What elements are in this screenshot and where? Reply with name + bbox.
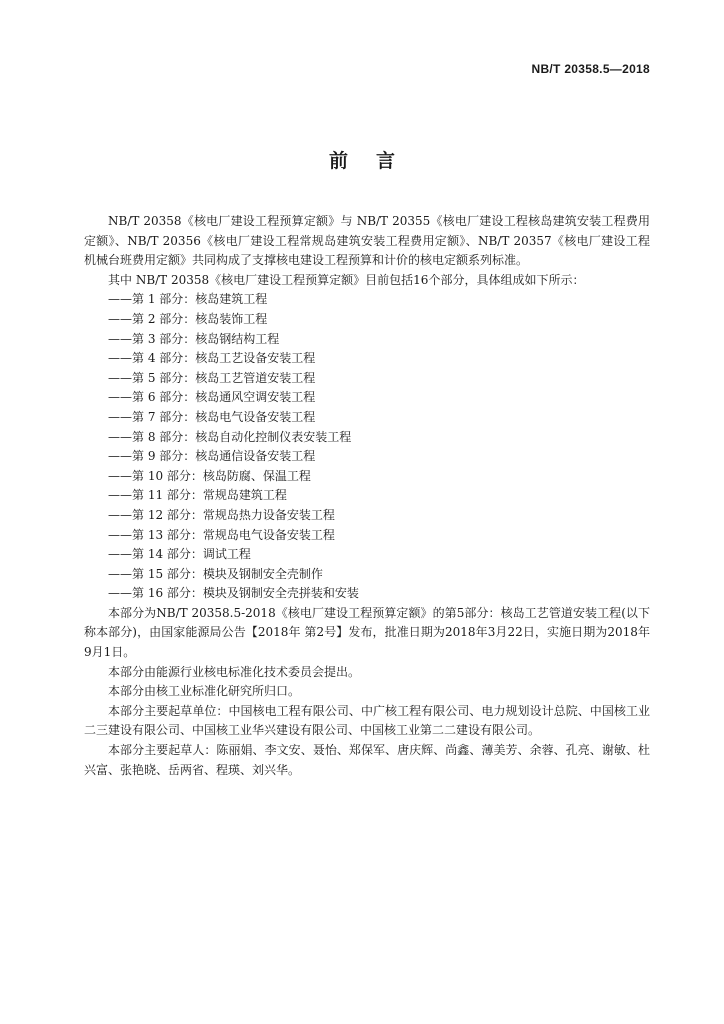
intro-paragraph: NB/T 20358《核电厂建设工程预算定额》与 NB/T 20355《核电厂建设工程核岛建筑安装工程费用定额》、NB/T 20356《核电厂建设工程常规岛建筑安装工程费用定额》、NB/T 20357《核电厂建设工程机械台班费用定额》共同构成了支撑核电建设工程预算和计价的核电定额系列标准。 <box>84 214 650 268</box>
list-item: ——第 1 部分：核岛建筑工程 <box>108 292 268 307</box>
proposer-paragraph: 本部分由能源行业核电标准化技术委员会提出。 <box>108 664 361 679</box>
parts-list <box>84 290 650 604</box>
list-item: ——第 14 部分：调试工程 <box>108 547 251 562</box>
list-item: ——第 3 部分：核岛钢结构工程 <box>108 331 280 346</box>
parts-intro: 其中 NB/T 20358《核电厂建设工程预算定额》目前包括16个部分，具体组成如下所示： <box>108 272 585 287</box>
list-item: ——第 16 部分：模块及钢制安全壳拼装和安装 <box>108 586 359 601</box>
list-item: ——第 9 部分：核岛通信设备安装工程 <box>108 449 316 464</box>
list-item: ——第 12 部分：常规岛热力设备安装工程 <box>108 507 335 522</box>
page-title: 前言 <box>328 150 423 172</box>
list-item: ——第 13 部分：常规岛电气设备安装工程 <box>108 527 335 542</box>
administrator-paragraph: 本部分由核工业标准化研究所归口。 <box>108 684 301 699</box>
list-item: ——第 7 部分：核岛电气设备安装工程 <box>108 409 316 424</box>
drafting-units-paragraph: 本部分主要起草单位：中国核电工程有限公司、中广核工程有限公司、电力规划设计总院、中国核工业二三建设有限公司、中国核工业华兴建设有限公司、中国核工业第二二建设有限公司。 <box>84 703 650 738</box>
list-item: ——第 5 部分：核岛工艺管道安装工程 <box>108 370 316 385</box>
foreword-body <box>84 212 650 780</box>
drafters-paragraph: 本部分主要起草人：陈丽娟、李文安、聂怡、郑保军、唐庆辉、尚鑫、薄美芳、余蓉、孔亮、谢敏、杜兴富、张艳晓、岳两省、程瑛、刘兴华。 <box>84 743 650 777</box>
list-item: ——第 2 部分：核岛装饰工程 <box>108 311 268 326</box>
list-item: ——第 15 部分：模块及钢制安全壳制作 <box>108 566 323 581</box>
list-item: ——第 11 部分：常规岛建筑工程 <box>108 488 287 503</box>
standard-code: NB/T 20358.5—2018 <box>531 62 650 76</box>
list-item: ——第 10 部分：核岛防腐、保温工程 <box>108 468 311 483</box>
list-item: ——第 6 部分：核岛通风空调安装工程 <box>108 390 316 405</box>
list-item: ——第 8 部分：核岛自动化控制仪表安装工程 <box>108 429 352 444</box>
list-item: ——第 4 部分：核岛工艺设备安装工程 <box>108 351 316 366</box>
release-paragraph: 本部分为NB/T 20358.5-2018《核电厂建设工程预算定额》的第5部分：核岛工艺管道安装工程(以下称本部分)，由国家能源局公告【2018年 第2号】发布，批准日期为2018年3月22日，实施日期为2018年9月1日。 <box>84 605 650 660</box>
